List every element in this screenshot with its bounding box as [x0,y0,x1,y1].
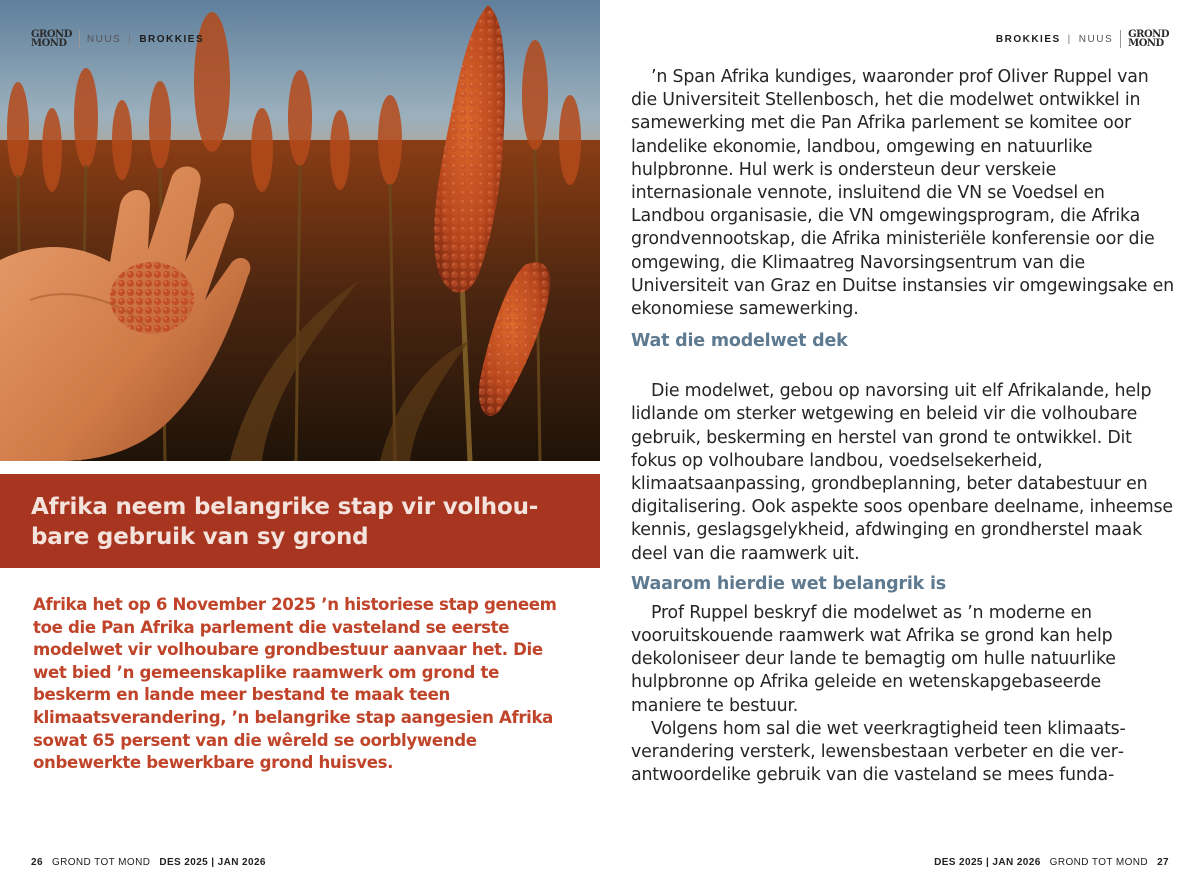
body-paragraph: Prof Ruppel beskryf die modelwet as ’n moderne en vooruitskouende raamwerk wat Afrika se grond kan help dekoloniseer deur lande te bemagtig om hulle natuurlike hulpbronne op Afrika geleide en wetenskapgebaseerde maniere te bestuur. [631,602,1116,716]
page-header-left [31,30,204,48]
footer-magazine: GROND TOT MOND [51,857,151,868]
sorghum-photo [0,0,600,461]
sorghum-illustration [0,0,600,461]
body-paragraph: Die modelwet, gebou op navorsing uit elf Afrikalande, help lidlande om sterker wetgewing en beleid vir die volhoubare gebruik, beskerming en herstel van grond te ontwikkel. Dit fokus op volhoubare landbou, voedselsekerheid, klimaatsaanpassing, grondbeplanning, beter databestuur en digitalisering. Ook aspekte soos openbare deelname, inheemse kennis, geslagsgelykheid, afdwinging en grondherstel maak deel van die raamwerk uit. [631,381,1173,564]
page-header-right [996,30,1169,48]
header-divider [1120,30,1121,48]
section-heading: Wat die modelwet dek [631,331,848,352]
footer-issue: DES 2025 | JAN 2026 [934,857,1041,868]
page-number: 27 [1157,857,1169,868]
header-section: NUUS [1078,33,1114,45]
page-number: 26 [31,857,43,868]
header-section: NUUS [86,33,122,45]
page-footer-right [934,857,1169,868]
header-subsection: BROKKIES [995,33,1061,45]
body-paragraph: Volgens hom sal die wet veerkragtigheid teen klimaatsverandering versterk, lewensbestaan verbeter en die verantwoordelike gebruik van die vasteland se mees funda- [631,718,1126,786]
page-footer-left [31,857,266,868]
article-intro: Afrika het op 6 November 2025 ’n historiese stap geneem toe die Pan Afrika parlement die vasteland se eerste modelwet vir volhoubare grondbestuur aanvaar het. Die wet bied ’n gemeenskaplike raamwerk om grond te beskerm en lande meer bestand te maak teen klimaatsverandering, ’n belangrike stap aangesien Afrika sowat 65 persent van die wêreld se oorblywende onbewerkte bewerkbare grond huisves. [33,595,557,773]
header-subsection: BROKKIES [139,33,205,45]
section-heading: Waarom hierdie wet belangrik is [631,573,946,594]
grond-tot-mond-logo: GROND MOND [31,29,72,49]
header-divider [79,30,80,48]
footer-magazine: GROND TOT MOND [1049,857,1149,868]
header-separator: | [1067,33,1072,45]
article-body [631,66,1176,787]
header-separator: | [128,33,133,45]
right-page [600,0,1200,879]
footer-issue: DES 2025 | JAN 2026 [159,857,266,868]
article-title-band [0,474,600,568]
article-title: Afrika neem belangrike stap vir volhoubare gebruik van sy grond [31,494,539,550]
grond-tot-mond-logo: GROND MOND [1128,29,1169,49]
body-paragraph: ’n Span Afrika kundiges, waaronder prof Oliver Ruppel van die Universiteit Stellenbosch, het die modelwet ontwikkel in samewerking met die Pan Afrika parlement se komitee oor landelike ekonomie, landbou, omgewing en natuurlike hulpbronne. Hul werk is ondersteun deur verskeie internasionale vennote, insluitend die VN se Voedsel en Landbou organisasie, die VN omgewingsprogram, die Afrika grondvennootskap, die Afrika ministeriële konferensie oor die omgewing, die Klimaatreg Navorsingsentrum van die Universiteit van Graz en Duitse instansies vir omgewingsake en ekonomiese samewerking. [631,67,1174,320]
